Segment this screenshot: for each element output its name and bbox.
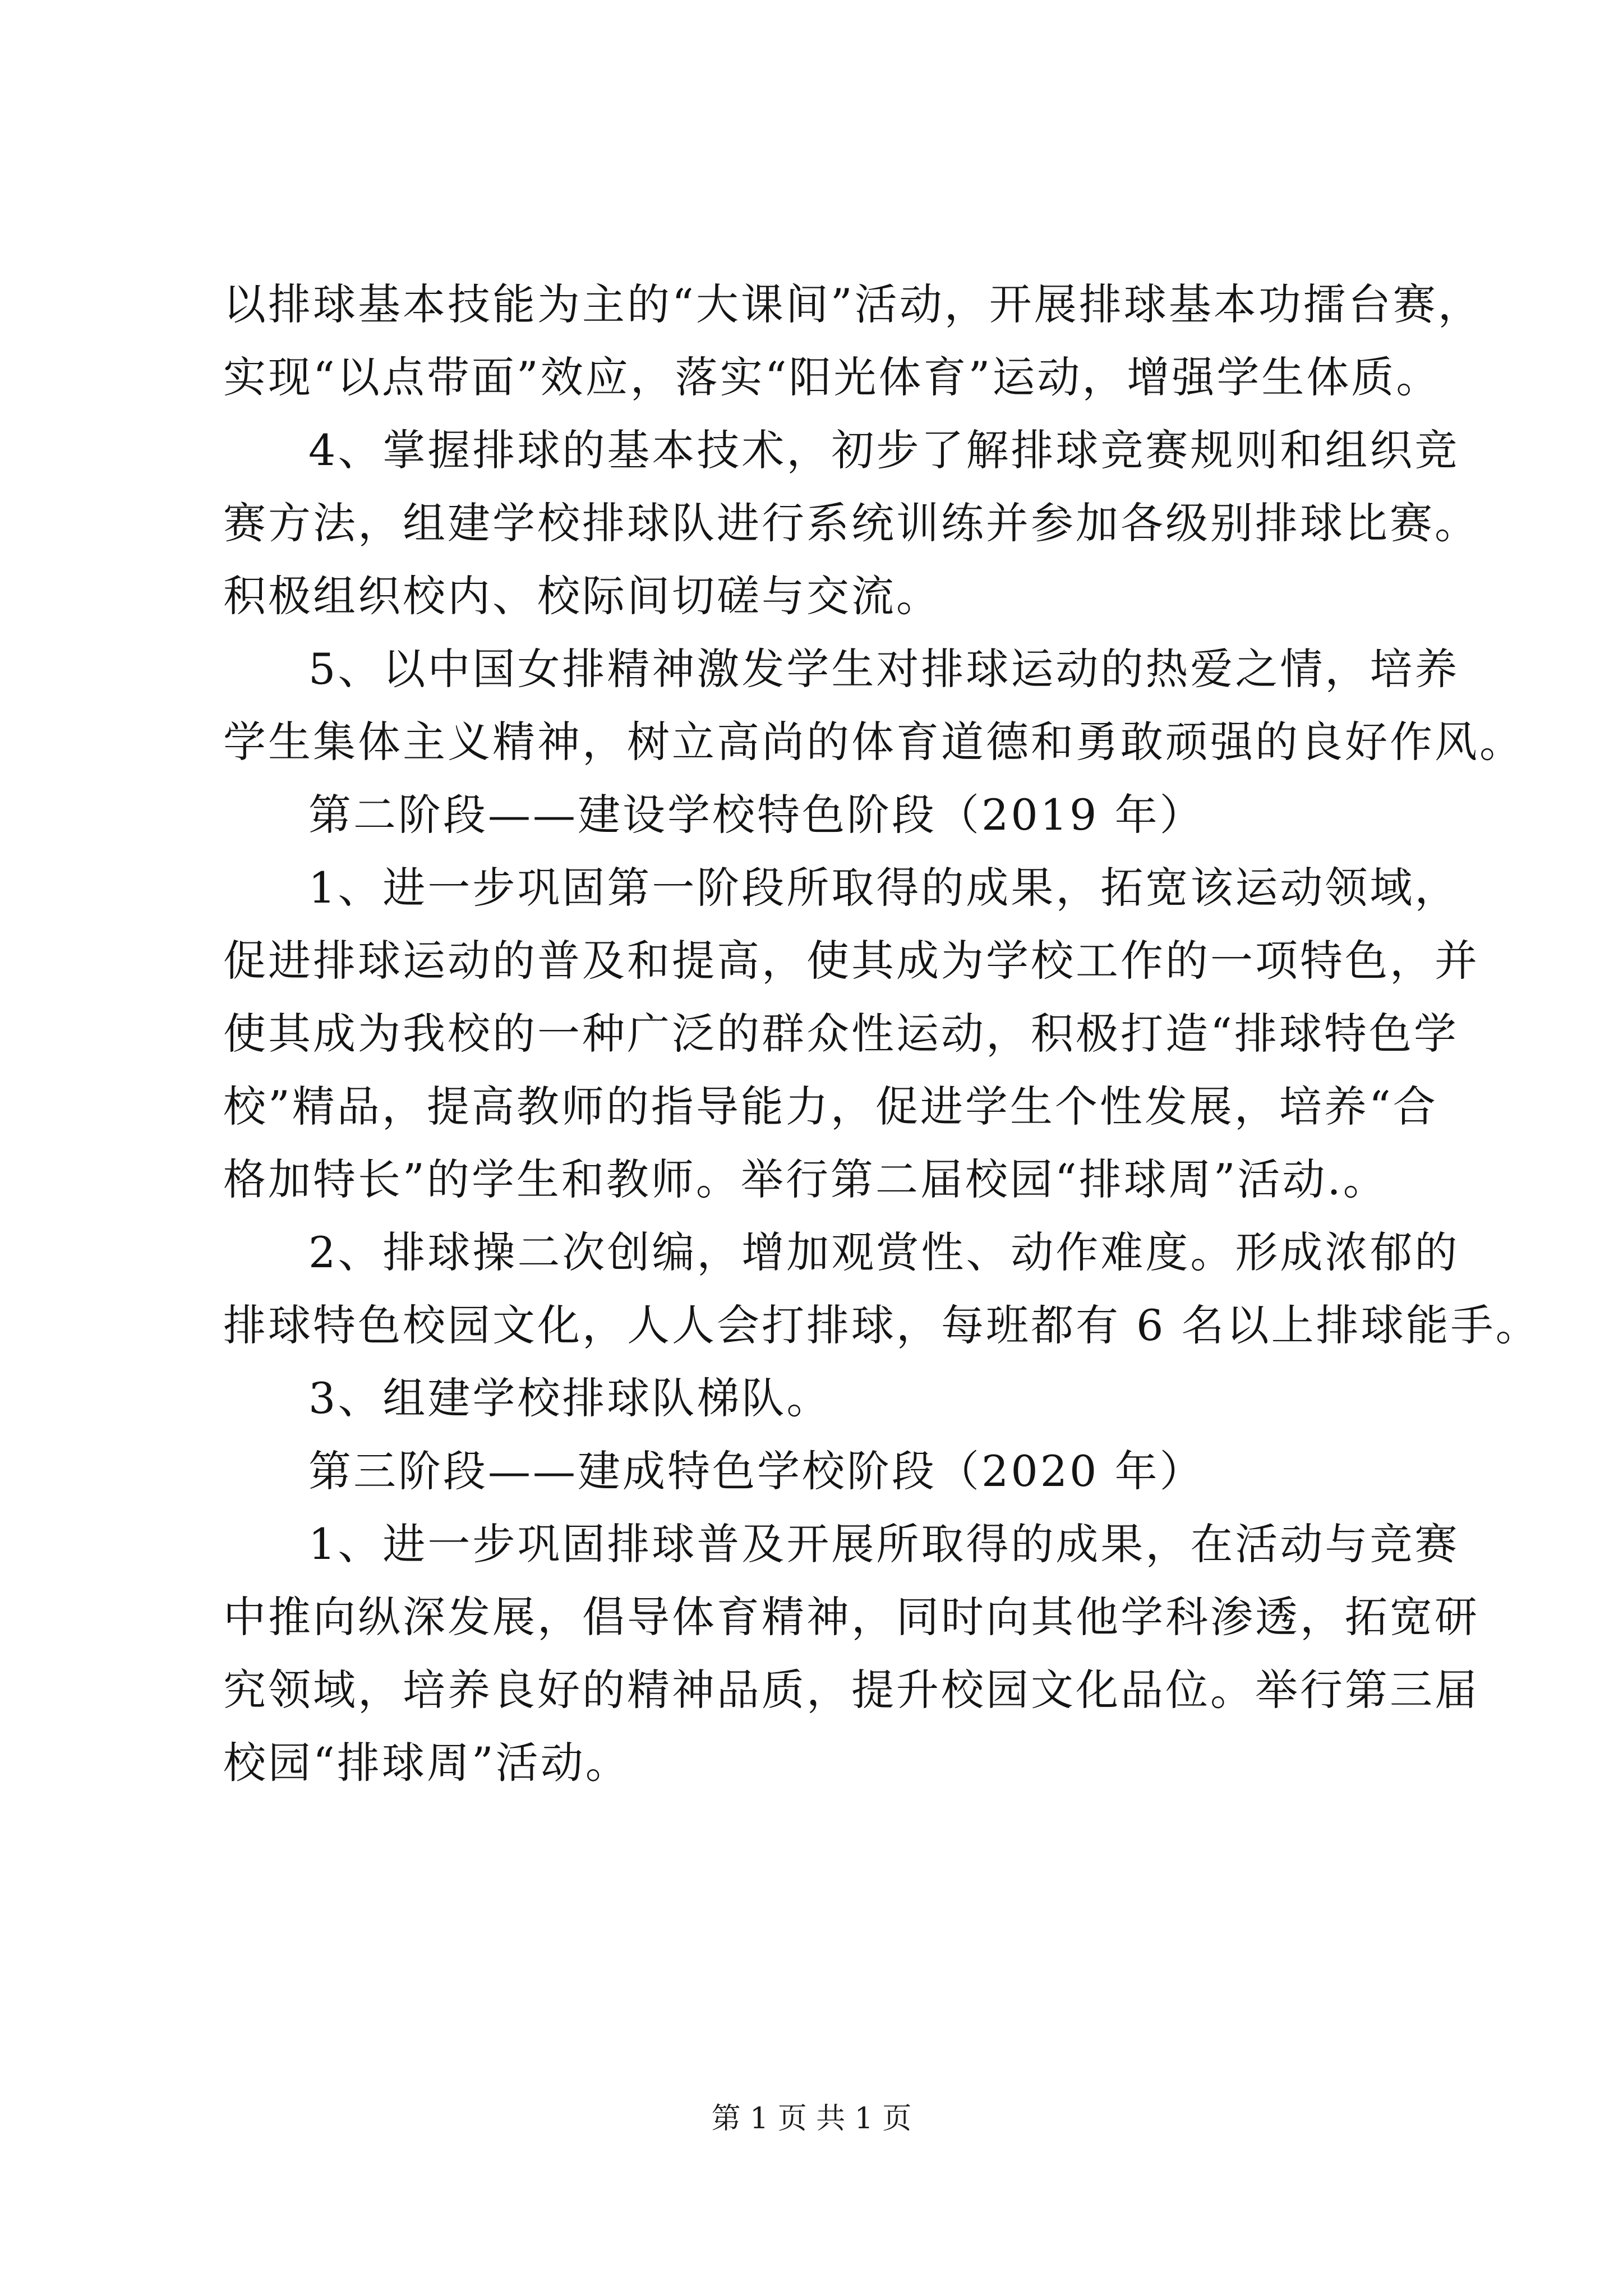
text-line: 校”精品，提高教师的指导能力，促进学生个性发展，培养“合 xyxy=(223,1082,1438,1131)
text-line: 积极组织校内、校际间切磋与交流。 xyxy=(223,571,941,621)
paragraph-start-line: 5、以中国女排精神激发学生对排球运动的热爱之情，培养 xyxy=(308,644,1460,694)
text-line: 校园“排球周”活动。 xyxy=(223,1738,630,1788)
paragraph-start-line: 2、排球操二次创编，增加观赏性、动作难度。形成浓郁的 xyxy=(308,1227,1460,1277)
text-line: 实现“以点带面”效应，落实“阳光体育”运动，增强学生体质。 xyxy=(223,352,1441,402)
text-line: 学生集体主义精神，树立高尚的体育道德和勇敢顽强的良好作风。 xyxy=(223,717,1524,767)
text-line: 排球特色校园文化，人人会打排球，每班都有 6 名以上排球能手。 xyxy=(223,1300,1541,1350)
text-line: 使其成为我校的一种广泛的群众性运动，积极打造“排球特色学 xyxy=(223,1009,1459,1059)
page-footer: 第 1 页 共 1 页 xyxy=(711,2102,912,2136)
paragraph-start-line: 3、组建学校排球队梯队。 xyxy=(308,1373,832,1423)
section-heading: 第二阶段——建设学校特色阶段（2019 年） xyxy=(308,790,1205,840)
text-line: 格加特长”的学生和教师。举行第二届校园“排球周”活动.。 xyxy=(223,1154,1388,1204)
section-heading: 第三阶段——建成特色学校阶段（2020 年） xyxy=(308,1446,1205,1496)
text-line: 促进排球运动的普及和提高，使其成为学校工作的一项特色，并 xyxy=(223,936,1479,986)
text-line: 以排球基本技能为主的“大课间”活动，开展排球基本功擂台赛， xyxy=(223,279,1483,329)
text-line: 中推向纵深发展，倡导体育精神，同时向其他学科渗透，拓宽研 xyxy=(223,1592,1479,1642)
paragraph-start-line: 1、进一步巩固第一阶段所取得的成果，拓宽该运动领域， xyxy=(308,863,1460,913)
paragraph-start-line: 4、掌握排球的基本技术，初步了解排球竞赛规则和组织竞 xyxy=(308,425,1460,475)
document-body xyxy=(223,268,1541,1800)
text-line: 究领域，培养良好的精神品质，提升校园文化品位。举行第三届 xyxy=(223,1665,1479,1715)
text-line: 赛方法，组建学校排球队进行系统训练并参加各级别排球比赛。 xyxy=(223,498,1479,548)
paragraph-start-line: 1、进一步巩固排球普及开展所取得的成果，在活动与竞赛 xyxy=(308,1519,1460,1569)
